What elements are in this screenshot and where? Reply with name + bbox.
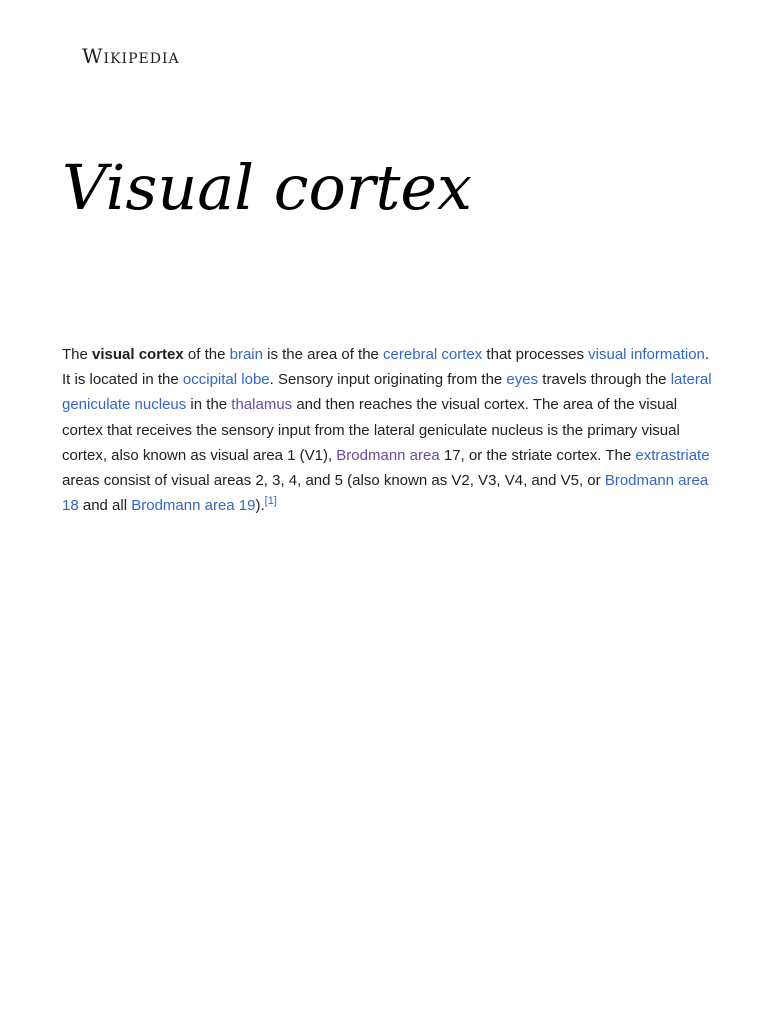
article-paragraph (62, 342, 712, 518)
link-brodmann-area-18[interactable]: Brodmann area 18 (62, 472, 709, 515)
link-visual-information[interactable]: visual information (588, 346, 705, 363)
link-brodmann-area-19[interactable]: Brodmann area 19 (131, 497, 256, 515)
bold-term-visual-cortex: visual cortex (92, 346, 184, 363)
text-run: . It is located in the (62, 346, 710, 389)
link-eyes[interactable]: eyes (506, 371, 539, 389)
text-run: that processes (482, 346, 589, 363)
link-lateral-geniculate-nucleus[interactable]: lateral geniculate nucleus (62, 371, 712, 414)
text-run: ). (255, 497, 265, 515)
text-run: and then reaches the visual cortex. The area of the visual cortex that receives the sensory input from the lateral geniculate nucleus is the primary visual cortex, also known as visual area 1 (V1), (62, 396, 680, 464)
link-cerebral-cortex[interactable]: cerebral cortex (383, 346, 483, 363)
link-thalamus[interactable]: thalamus (231, 396, 293, 414)
text-run: 17, or the striate cortex. The (439, 446, 636, 464)
text-run: . Sensory input originating from the (269, 371, 507, 389)
link-extrastriate[interactable]: extrastriate (635, 446, 710, 464)
link-brain[interactable]: brain (229, 346, 263, 363)
link-brodmann-area[interactable]: Brodmann area (336, 446, 440, 464)
text-run: travels through the (538, 371, 671, 389)
text-run: of the (183, 346, 230, 363)
text-run: in the (186, 396, 232, 414)
wikipedia-logo[interactable]: Wikipedia (82, 44, 180, 68)
reference-link-1[interactable]: [1] (264, 495, 277, 508)
text-run: areas consist of visual areas 2, 3, 4, and 5 (also known as V2, V3, V4, and V5, or (62, 472, 605, 490)
text-run: is the area of the (262, 346, 384, 363)
text-run: and all (78, 497, 132, 515)
link-occipital-lobe[interactable]: occipital lobe (182, 371, 270, 389)
text-run: The (62, 346, 93, 363)
page-title: Visual cortex (62, 151, 473, 224)
